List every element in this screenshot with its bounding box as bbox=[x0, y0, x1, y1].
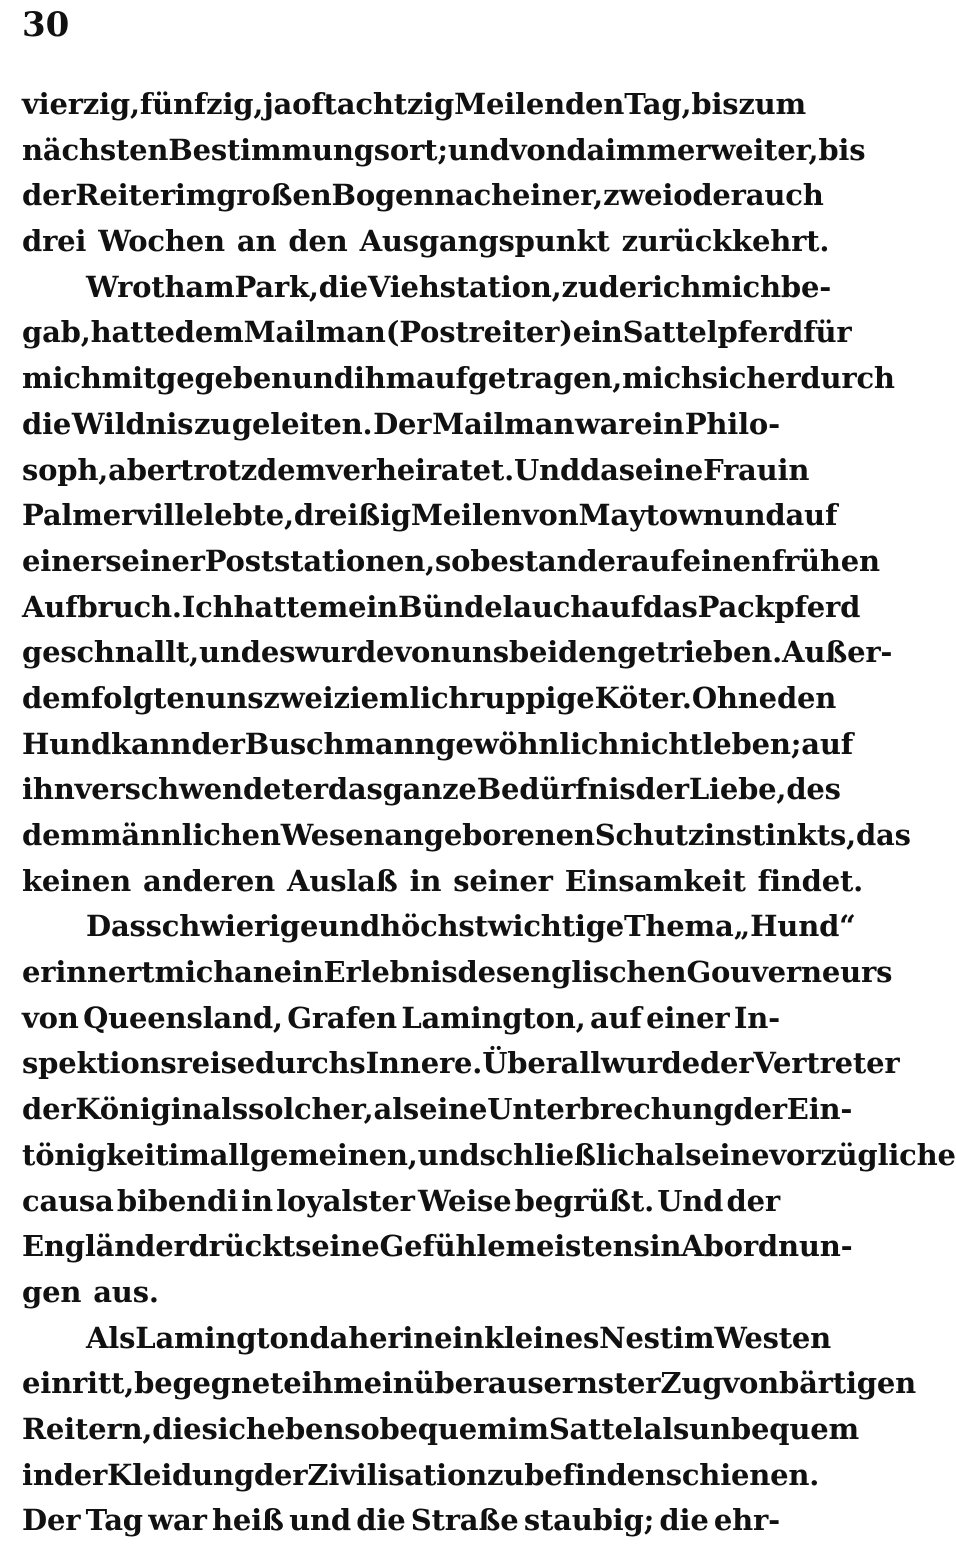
text-line bbox=[22, 996, 780, 1042]
word: aus. bbox=[93, 1274, 159, 1309]
word: als bbox=[655, 1137, 702, 1172]
text-line bbox=[22, 402, 780, 448]
word: einer bbox=[22, 543, 106, 578]
word: das bbox=[855, 818, 911, 852]
word: zu bbox=[487, 1457, 525, 1492]
word: trotzdem bbox=[180, 452, 326, 487]
word: von bbox=[509, 132, 567, 167]
word: ein bbox=[634, 406, 685, 441]
word: mich bbox=[622, 361, 702, 396]
word: Erlebnis bbox=[323, 955, 458, 990]
word: Wesen bbox=[280, 818, 385, 852]
text-line bbox=[22, 1087, 853, 1133]
word: Liebe, bbox=[688, 772, 787, 807]
text-line bbox=[22, 448, 810, 494]
text-line bbox=[22, 173, 824, 219]
word: nach bbox=[434, 178, 513, 213]
word: zwei bbox=[263, 680, 334, 715]
word: Unterbrechung bbox=[487, 1092, 734, 1127]
word: einer, bbox=[512, 178, 604, 213]
word: durchs bbox=[255, 1046, 366, 1081]
word: Reiter bbox=[75, 178, 175, 213]
word: ein bbox=[572, 315, 623, 350]
word: Maytown bbox=[578, 498, 724, 533]
word: daher bbox=[309, 1320, 403, 1355]
word: oder bbox=[673, 178, 746, 213]
word: zu bbox=[561, 269, 599, 304]
word: seiner bbox=[105, 543, 205, 578]
word: in bbox=[402, 1320, 435, 1355]
word: an bbox=[236, 224, 277, 259]
word: Meilen bbox=[410, 498, 522, 533]
word: er bbox=[597, 543, 631, 578]
word: Abordnun- bbox=[681, 1229, 853, 1264]
text-line bbox=[22, 356, 895, 402]
text-line bbox=[22, 1179, 780, 1225]
word: oft bbox=[292, 87, 337, 121]
word: mich bbox=[22, 361, 102, 396]
word: und bbox=[199, 635, 261, 670]
word: Gefühle bbox=[379, 1229, 506, 1264]
text-line bbox=[22, 813, 911, 859]
word: verheiratet. bbox=[325, 452, 514, 487]
text-line bbox=[22, 676, 837, 722]
word: für bbox=[803, 315, 852, 350]
word: das bbox=[642, 589, 698, 624]
word: einritt, bbox=[22, 1366, 135, 1401]
text-line bbox=[22, 585, 861, 631]
word: ihm bbox=[353, 361, 417, 396]
word: frühen bbox=[771, 543, 880, 578]
word: eine bbox=[419, 1092, 488, 1127]
text-line bbox=[22, 1270, 780, 1316]
word: dem bbox=[22, 818, 91, 852]
word: die bbox=[659, 1503, 709, 1538]
word: Bündel bbox=[398, 589, 514, 624]
word: und bbox=[417, 1137, 480, 1172]
word: in bbox=[649, 1229, 682, 1264]
word: befinden bbox=[524, 1457, 666, 1492]
word: Park, bbox=[234, 269, 319, 304]
word: und bbox=[318, 909, 381, 944]
word: des bbox=[786, 772, 841, 807]
word: der bbox=[699, 1046, 754, 1081]
word: seine bbox=[295, 1229, 380, 1264]
word: Philo- bbox=[684, 406, 780, 441]
word: den bbox=[564, 87, 625, 121]
word: aufgetragen, bbox=[416, 361, 623, 396]
word: uns bbox=[205, 680, 264, 715]
word: von bbox=[722, 1366, 780, 1401]
word: Gouverneurs bbox=[686, 955, 893, 990]
text-line bbox=[22, 630, 893, 676]
word: ihm bbox=[301, 1366, 364, 1401]
word: auch bbox=[745, 178, 824, 213]
text-line bbox=[22, 767, 841, 813]
word: als bbox=[643, 1411, 690, 1446]
word: und bbox=[292, 361, 354, 396]
word: nächsten bbox=[22, 132, 169, 167]
word: er bbox=[294, 772, 328, 807]
word: von bbox=[521, 498, 579, 533]
word: Bedürfnis bbox=[476, 772, 636, 807]
word: die bbox=[152, 1411, 202, 1446]
word: Einsamkeit bbox=[564, 863, 746, 898]
word: dem bbox=[22, 680, 91, 715]
word: Das bbox=[86, 909, 146, 944]
text-line bbox=[22, 219, 830, 265]
text-line bbox=[22, 1133, 956, 1179]
word: Der bbox=[22, 1503, 81, 1538]
word: ein bbox=[363, 1366, 414, 1401]
word: spektionsreise bbox=[22, 1046, 256, 1081]
word: Bestimmungsort; bbox=[168, 132, 448, 167]
word: Königin bbox=[75, 1092, 203, 1127]
word: in bbox=[22, 1457, 54, 1492]
word: in bbox=[777, 452, 810, 487]
word: Und bbox=[513, 452, 581, 487]
word: bibendi bbox=[116, 1183, 238, 1218]
word: der bbox=[598, 269, 653, 304]
text-line bbox=[22, 904, 856, 950]
word: Ein- bbox=[786, 1092, 853, 1127]
text-line bbox=[22, 1453, 820, 1499]
word: solcher, bbox=[247, 1092, 374, 1127]
word: heiß bbox=[211, 1503, 284, 1538]
word: findet. bbox=[757, 863, 864, 898]
word: ehr- bbox=[713, 1503, 780, 1538]
word: ich bbox=[652, 269, 702, 304]
word: da bbox=[580, 452, 619, 487]
word: Sattel bbox=[548, 1411, 644, 1446]
word: hatte bbox=[233, 589, 318, 624]
text-line bbox=[22, 722, 854, 768]
word: allgemeinen, bbox=[209, 1137, 418, 1172]
word: der bbox=[733, 1092, 787, 1127]
word: wichtige bbox=[487, 909, 625, 944]
word: im bbox=[168, 1137, 210, 1172]
word: Reitern, bbox=[22, 1411, 153, 1446]
text-line bbox=[22, 539, 880, 585]
word: ihn bbox=[22, 772, 75, 807]
word: Engländer bbox=[22, 1229, 189, 1264]
word: durch bbox=[800, 361, 895, 396]
word: kleines bbox=[484, 1320, 600, 1355]
word: einen bbox=[682, 543, 772, 578]
word: einer bbox=[646, 1000, 730, 1035]
word: vorzügliche bbox=[769, 1137, 956, 1172]
word: drei bbox=[22, 224, 87, 259]
word: in bbox=[241, 1183, 273, 1218]
word: Straße bbox=[410, 1503, 519, 1538]
word: anderen bbox=[142, 863, 276, 898]
word: achtzig bbox=[336, 87, 455, 121]
word: ebenso bbox=[266, 1411, 380, 1446]
word: Tag, bbox=[624, 87, 692, 121]
word: Auslaß bbox=[287, 863, 398, 898]
word: Außer- bbox=[782, 635, 893, 670]
word: im bbox=[174, 178, 217, 213]
word: getrieben. bbox=[617, 635, 783, 670]
word: weiter, bbox=[710, 132, 819, 167]
word: mitgegeben bbox=[101, 361, 293, 396]
word: Ohne bbox=[691, 680, 777, 715]
word: Wrotham bbox=[86, 269, 235, 304]
word: bärtigen bbox=[779, 1366, 916, 1401]
word: loyalster bbox=[276, 1183, 415, 1218]
word: Vertreter bbox=[753, 1046, 900, 1081]
word: der bbox=[726, 1183, 780, 1218]
word: sich bbox=[201, 1411, 267, 1446]
word: ganze bbox=[382, 772, 477, 807]
word: Wochen bbox=[98, 224, 225, 259]
word: (Postreiter) bbox=[385, 315, 573, 350]
word: gen bbox=[22, 1274, 82, 1309]
text-line bbox=[22, 1224, 853, 1270]
word: der bbox=[635, 772, 689, 807]
word: so bbox=[435, 543, 471, 578]
word: tönigkeit bbox=[22, 1137, 169, 1172]
word: dreißig bbox=[293, 498, 411, 533]
word: seiner bbox=[453, 863, 553, 898]
word: zum bbox=[738, 87, 807, 121]
text-line bbox=[22, 82, 807, 128]
word: Sattelpferd bbox=[622, 315, 804, 350]
word: die bbox=[318, 269, 368, 304]
word: der bbox=[22, 178, 76, 213]
word: uns bbox=[451, 635, 509, 670]
word: Wildnis bbox=[71, 406, 194, 441]
word: der bbox=[22, 1092, 76, 1127]
word: bis bbox=[818, 132, 866, 167]
word: erinnert bbox=[22, 955, 155, 990]
word: geleiten. bbox=[231, 406, 373, 441]
word: Meilen bbox=[454, 87, 565, 121]
word: Tag bbox=[85, 1503, 143, 1538]
word: drückt bbox=[188, 1229, 296, 1264]
word: wurde bbox=[600, 1046, 700, 1081]
word: hatte bbox=[90, 315, 175, 350]
word: ruppige bbox=[469, 680, 595, 715]
word: die bbox=[22, 406, 72, 441]
text-line bbox=[22, 1361, 916, 1407]
word: kann bbox=[111, 726, 192, 761]
word: schließlich bbox=[479, 1137, 656, 1172]
word: folgten bbox=[90, 680, 206, 715]
word: Poststationen, bbox=[204, 543, 435, 578]
word: Ich bbox=[181, 589, 234, 624]
word: der bbox=[53, 1457, 108, 1492]
word: causa bbox=[22, 1183, 114, 1218]
word: Und bbox=[657, 1183, 724, 1218]
word: die bbox=[356, 1503, 406, 1538]
word: angeborenen bbox=[384, 818, 595, 852]
word: Frau bbox=[703, 452, 778, 487]
word: Aufbruch. bbox=[22, 589, 182, 624]
word: zwei bbox=[603, 178, 674, 213]
word: Lamington bbox=[135, 1320, 310, 1355]
word: zu bbox=[194, 406, 232, 441]
word: unbequem bbox=[689, 1411, 859, 1446]
word: als bbox=[373, 1092, 420, 1127]
page-number: 30 bbox=[22, 5, 70, 45]
word: Lamington, bbox=[401, 1000, 586, 1035]
word: „Hund“ bbox=[733, 909, 856, 944]
word: da bbox=[566, 132, 606, 167]
word: begrüßt. bbox=[514, 1183, 654, 1218]
word: nicht bbox=[619, 726, 703, 761]
word: leben; bbox=[702, 726, 802, 761]
word: bequem bbox=[379, 1411, 508, 1446]
word: zurückkehrt. bbox=[621, 224, 830, 259]
word: eine bbox=[701, 1137, 770, 1172]
word: Packpferd bbox=[697, 589, 861, 624]
word: keinen bbox=[22, 863, 131, 898]
word: großen bbox=[216, 178, 332, 213]
word: seine bbox=[618, 452, 704, 487]
word: Mailman bbox=[243, 315, 386, 350]
word: auf bbox=[801, 726, 854, 761]
word: Ausgangspunkt bbox=[359, 224, 610, 259]
word: der bbox=[191, 726, 245, 761]
word: Weise bbox=[417, 1183, 512, 1218]
word: ja bbox=[263, 87, 293, 121]
word: geschnallt, bbox=[22, 635, 199, 670]
word: höchst bbox=[380, 909, 488, 944]
word: in bbox=[409, 863, 442, 898]
word: begegnete bbox=[134, 1366, 302, 1401]
word: Der bbox=[373, 406, 432, 441]
word: immer bbox=[605, 132, 711, 167]
body-text bbox=[22, 82, 956, 1544]
word: staubig; bbox=[523, 1503, 655, 1538]
word: war bbox=[574, 406, 634, 441]
word: Hund bbox=[22, 726, 112, 761]
word: ziemlich bbox=[333, 680, 470, 715]
text-line bbox=[22, 265, 832, 311]
word: männlichen bbox=[90, 818, 281, 852]
word: der bbox=[253, 1457, 308, 1492]
word: gewöhnlich bbox=[435, 726, 620, 761]
word: an bbox=[234, 955, 274, 990]
word: bestand bbox=[470, 543, 598, 578]
word: vierzig, bbox=[22, 87, 140, 121]
word: ein bbox=[434, 1320, 485, 1355]
word: und bbox=[289, 1503, 351, 1538]
word: und bbox=[723, 498, 786, 533]
text-line bbox=[22, 1498, 780, 1544]
word: den bbox=[288, 224, 348, 259]
word: mich bbox=[701, 269, 781, 304]
word: auf bbox=[591, 589, 643, 624]
word: im bbox=[673, 1320, 715, 1355]
word: auf bbox=[589, 1000, 642, 1035]
word: Zivilisation bbox=[307, 1457, 488, 1492]
word: überaus bbox=[413, 1366, 544, 1401]
word: auf bbox=[785, 498, 838, 533]
text-line bbox=[22, 128, 866, 174]
word: aber bbox=[108, 452, 181, 487]
word: sicher bbox=[701, 361, 801, 396]
word: be- bbox=[780, 269, 832, 304]
word: Buschmann bbox=[244, 726, 436, 761]
word: des bbox=[457, 955, 512, 990]
word: Überall bbox=[482, 1046, 601, 1081]
word: das bbox=[327, 772, 383, 807]
word: auf bbox=[630, 543, 683, 578]
word: ein bbox=[273, 955, 324, 990]
word: meistens bbox=[505, 1229, 650, 1264]
text-line bbox=[22, 1407, 859, 1453]
word: Köter. bbox=[594, 680, 692, 715]
word: Als bbox=[86, 1320, 136, 1355]
text-line bbox=[22, 310, 852, 356]
word: war bbox=[148, 1503, 207, 1538]
word: mein bbox=[317, 589, 399, 624]
word: und bbox=[447, 132, 510, 167]
word: schwierige bbox=[145, 909, 319, 944]
word: wurde bbox=[295, 635, 395, 670]
word: soph, bbox=[22, 452, 109, 487]
text-line bbox=[22, 859, 864, 905]
word: Thema bbox=[624, 909, 734, 944]
word: Westen bbox=[714, 1320, 832, 1355]
word: Grafen bbox=[287, 1000, 397, 1035]
word: schienen. bbox=[665, 1457, 820, 1492]
word: Queensland, bbox=[83, 1000, 283, 1035]
word: Schutzinstinkts, bbox=[594, 818, 856, 852]
word: Kleidung bbox=[107, 1457, 254, 1492]
word: englischen bbox=[511, 955, 687, 990]
word: Viehstation, bbox=[367, 269, 562, 304]
word: beiden bbox=[508, 635, 618, 670]
word: Mailman bbox=[432, 406, 575, 441]
word: gab, bbox=[22, 315, 91, 350]
text-line bbox=[22, 1316, 832, 1362]
word: lebte, bbox=[203, 498, 294, 533]
word: auch bbox=[513, 589, 592, 624]
word: ernster bbox=[543, 1366, 661, 1401]
word: Bogen bbox=[331, 178, 435, 213]
word: In- bbox=[733, 1000, 780, 1035]
word: verschwendet bbox=[74, 772, 295, 807]
word: den bbox=[776, 680, 837, 715]
word: dem bbox=[174, 315, 244, 350]
word: Zug bbox=[660, 1366, 723, 1401]
word: es bbox=[260, 635, 296, 670]
word: im bbox=[507, 1411, 549, 1446]
text-line bbox=[22, 1041, 900, 1087]
word: mich bbox=[154, 955, 235, 990]
word: Palmerville bbox=[22, 498, 204, 533]
word: von bbox=[394, 635, 451, 670]
word: Innere. bbox=[365, 1046, 483, 1081]
word: von bbox=[22, 1000, 79, 1035]
word: Nest bbox=[599, 1320, 674, 1355]
word: bis bbox=[691, 87, 739, 121]
text-line bbox=[22, 950, 893, 996]
word: als bbox=[202, 1092, 248, 1127]
text-line bbox=[22, 493, 838, 539]
word: fünfzig, bbox=[139, 87, 264, 121]
